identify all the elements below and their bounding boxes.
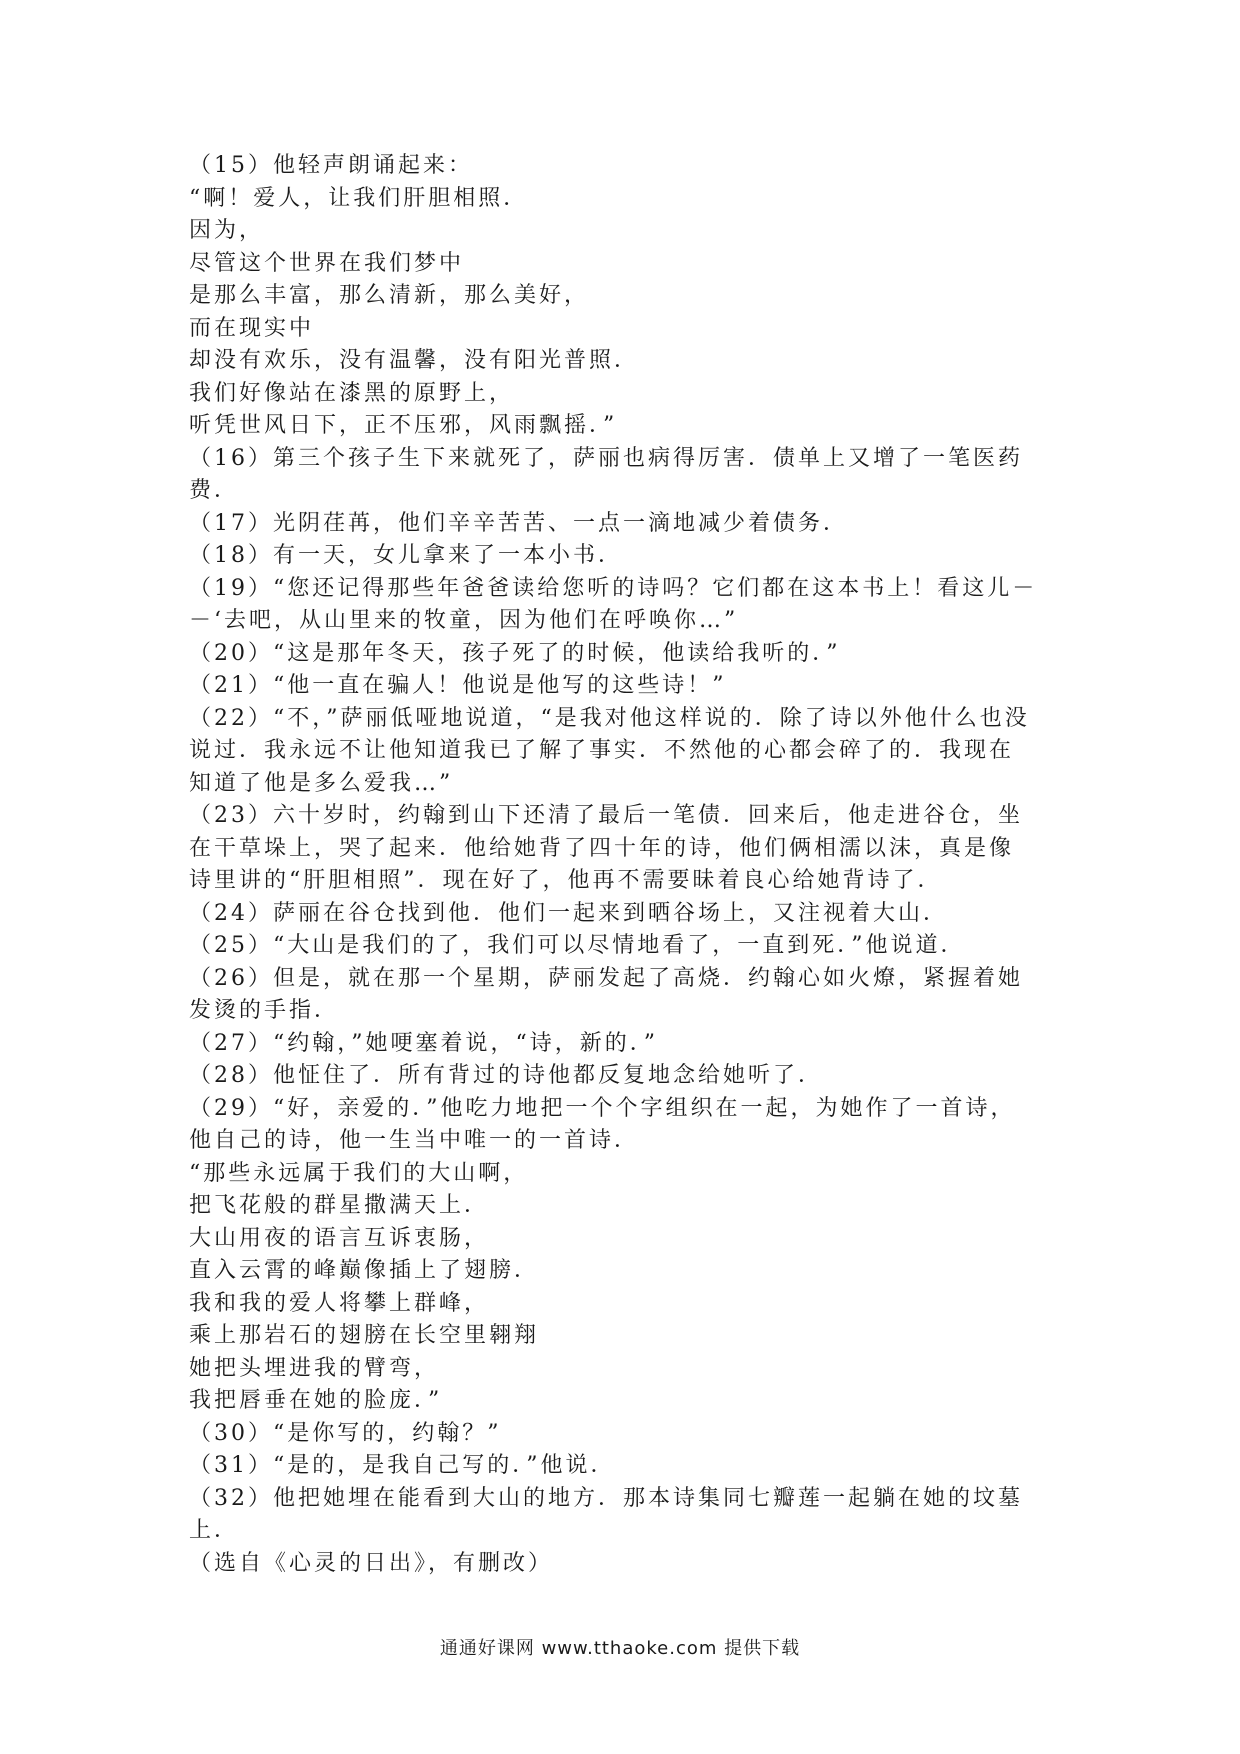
text-line: （24）萨丽在谷仓找到他．他们一起来到晒谷场上，又注视着大山．	[189, 900, 948, 926]
text-line: （25）“大山是我们的了，我们可以尽情地看了，一直到死．”他说道．	[189, 933, 966, 958]
text-line: －‘去吧，从山里来的牧童，因为他们在呼唤你…”	[189, 608, 739, 633]
text-line: 知道了他是多么爱我…”	[189, 770, 454, 796]
page-footer: 通通好课网 www.tthaoke.com 提供下载	[439, 1638, 801, 1659]
text-line: 我们好像站在漆黑的原野上，	[189, 380, 515, 406]
text-line: 我把唇垂在她的脸庞．”	[189, 1388, 443, 1413]
text-line: 他自己的诗，他一生当中唯一的一首诗．	[189, 1128, 640, 1153]
text-line: （15）他轻声朗诵起来：	[189, 153, 473, 178]
text-line: 她把头埋进我的臂弯，	[189, 1355, 440, 1381]
text-line: 把飞花般的群星撒满天上．	[189, 1193, 490, 1218]
text-line: 上．	[189, 1518, 240, 1543]
text-line: （22）“不，”萨丽低哑地说道，“是我对他这样说的．除了诗以外他什么也没	[189, 705, 1030, 731]
text-line: （32）他把她埋在能看到大山的地方．那本诗集同七瓣莲一起躺在她的坟墓	[189, 1485, 1023, 1511]
text-line: （26）但是，就在那一个星期，萨丽发起了高烧．约翰心如火燎，紧握着她	[189, 965, 1023, 991]
text-line: （19）“您还记得那些年爸爸读给您听的诗吗？它们都在这本书上！看这儿－	[189, 575, 1038, 601]
text-line: 发烫的手指．	[189, 998, 340, 1023]
text-line: 诗里讲的“肝胆相照”．现在好了，他再不需要昧着良心给她背诗了．	[189, 868, 943, 893]
text-line: 费．	[189, 478, 240, 503]
text-line: 直入云霄的峰巅像插上了翅膀．	[189, 1258, 540, 1283]
text-line: （18）有一天，女儿拿来了一本小书．	[189, 543, 623, 568]
text-line: 大山用夜的语言互诉衷肠，	[189, 1225, 490, 1251]
text-line: “啊！爱人，让我们肝胆相照．	[189, 185, 529, 211]
text-line: （21）“他一直在骗人！他说是他写的这些诗！”	[189, 673, 727, 698]
text-line: （20）“这是那年冬天，孩子死了的时候，他读给我听的．”	[189, 640, 841, 666]
text-line: 尽管这个世界在我们梦中	[189, 250, 465, 276]
text-line: 说过．我永远不让他知道我已了解了事实．不然他的心都会碎了的．我现在	[189, 738, 1015, 763]
text-line: （31）“是的，是我自己写的．”他说．	[189, 1453, 616, 1478]
text-line: （23）六十岁时，约翰到山下还清了最后一笔债．回来后，他走进谷仓，坐	[189, 803, 1023, 828]
text-line: 是那么丰富，那么清新，那么美好，	[189, 283, 590, 308]
text-line: （27）“约翰，”她哽塞着说，“诗，新的．”	[189, 1030, 658, 1056]
text-line: （28）他怔住了．所有背过的诗他都反复地念给她听了．	[189, 1063, 823, 1088]
text-line: 乘上那岩石的翅膀在长空里翱翔	[189, 1323, 540, 1348]
text-line: 我和我的爱人将攀上群峰，	[189, 1290, 490, 1316]
text-line: （16）第三个孩子生下来就死了，萨丽也病得厉害．债单上又增了一笔医药	[189, 445, 1023, 471]
text-line: （17）光阴荏苒，他们辛辛苦苦、一点一滴地减少着债务．	[189, 510, 848, 536]
text-line: 却没有欢乐，没有温馨，没有阳光普照．	[189, 348, 640, 373]
text-line: 而在现实中	[189, 315, 315, 341]
text-line: （选自《心灵的日出》，有删改）	[189, 1550, 554, 1576]
text-line: “那些永远属于我们的大山啊，	[189, 1160, 529, 1186]
text-line: （29）“好，亲爱的．”他吃力地把一个个字组织在一起，为她作了一首诗，	[189, 1095, 1016, 1121]
text-line: 在干草垛上，哭了起来．他给她背了四十年的诗，他们俩相濡以沫，真是像	[189, 835, 1015, 861]
text-line: （30）“是你写的，约翰？”	[189, 1420, 502, 1446]
document-body	[189, 150, 1055, 1580]
text-line: 听凭世风日下，正不压邪，风雨飘摇．”	[189, 413, 618, 438]
text-line: 因为，	[189, 218, 265, 243]
